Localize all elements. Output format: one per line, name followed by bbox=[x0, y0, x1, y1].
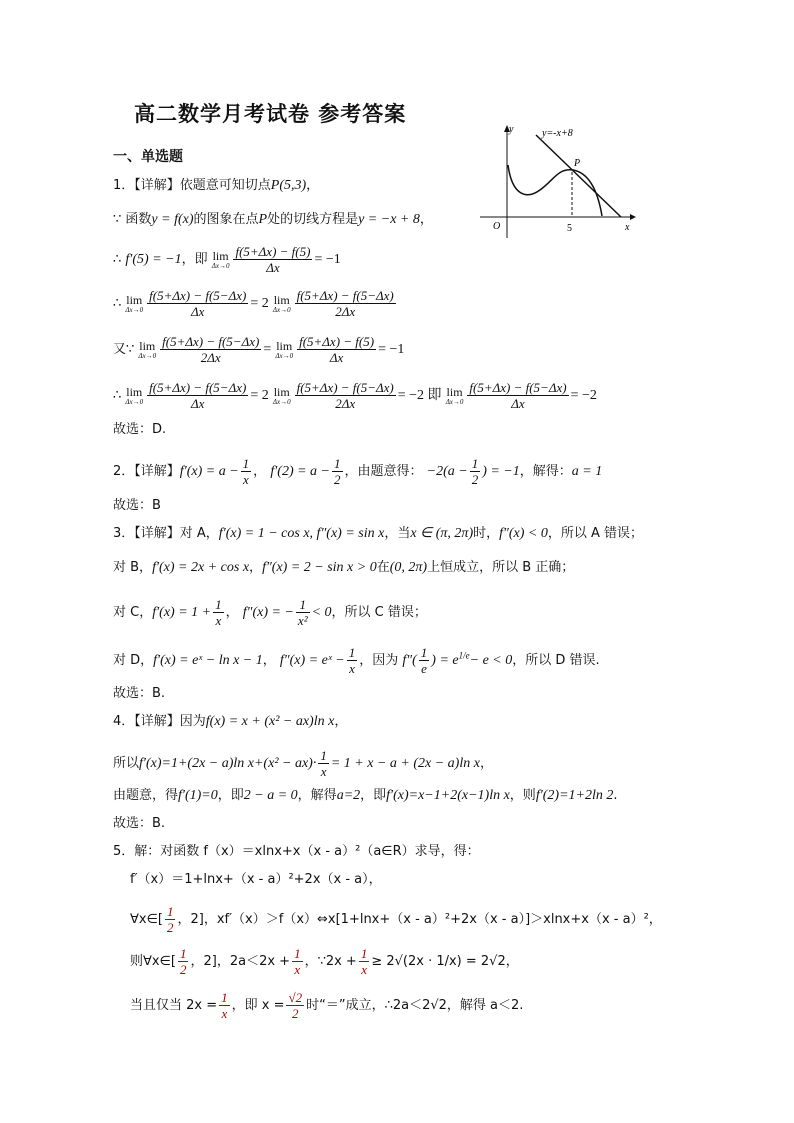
q1-line2: ∵ 函数y = f(x)的图象在点P处的切线方程是y = −x + 8， bbox=[113, 212, 433, 227]
q5-line3: ∀x∈[ $\frac{1}{2}$ ，2]，xf′（x）＞f（x）⇔x[1+lnx+（x - a）²+2x（x - a）]＞xlnx+x（x - a）²， bbox=[130, 904, 662, 935]
function-graph bbox=[478, 120, 638, 240]
q5-line1: 5．解：对函数 f（x）＝xlnx+x（x - a）²（a∈R）求导，得： bbox=[113, 844, 480, 859]
y-axis-label: y bbox=[509, 124, 514, 135]
q3-line3: 对 C，f′(x) = 1 + $\frac{1}{x}$ ， f″(x) = − $\frac{1}{\text{x²}}$ < 0，所以 C 错误； bbox=[113, 597, 427, 628]
q4-line1: 4．【详解】因为f(x) = x + (x² − ax)ln x， bbox=[113, 714, 348, 729]
point-p-label: P bbox=[574, 158, 581, 169]
q4-conclusion: 故选：B. bbox=[113, 816, 166, 831]
q5-line5: 当且仅当 2x = $\frac{1}{x}$ ，即 x = $\frac{√2}{2}$ 时“＝”成立，∴2a＜2√2，解得 a＜2. bbox=[130, 990, 524, 1021]
q3-line4: 对 D，f′(x) = eˣ − ln x − 1， f″(x) = eˣ − $\frac{1}{x}$ ，因为 f″( $\frac{1}{e}$ ) = $e^{1/e}- e < 0$，所以 D 错误. bbox=[113, 645, 600, 676]
q1-line5: 又∵ lim Δx→0 $\frac{f(5+\Delta x) - f(5-\Delta x)}{2\Delta x}$ = lim Δx→0 $\frac{f(5+\Delta x) - f(5)}{\Delta x}$ = −1 bbox=[113, 334, 405, 365]
q5-line2: f′（x）＝1+lnx+（x - a）²+2x（x - a）， bbox=[130, 872, 382, 887]
q3-conclusion: 故选：B. bbox=[113, 686, 166, 701]
x-axis-label: x bbox=[625, 222, 630, 233]
tangent-equation-label: y=-x+8 bbox=[542, 128, 573, 139]
q1-conclusion: 故选：D. bbox=[113, 422, 167, 437]
page-title: 高二数学月考试卷 参考答案 bbox=[134, 101, 407, 126]
section-heading: 一、单选题 bbox=[113, 149, 183, 165]
q1-line4: ∴ lim Δx→0 $\frac{f(5+\Delta x) - f(5-\Delta x)}{\Delta x}$ = 2 lim Δx→0 $\frac{f(5+\Delta x) - f(5-\Delta x)}{2\Delta x}$ bbox=[113, 288, 394, 319]
tick-5-label: 5 bbox=[567, 223, 572, 234]
x-axis-arrow-icon bbox=[630, 214, 636, 220]
q1-line1: 1．【详解】依题意可知切点P(5,3)， bbox=[113, 178, 320, 193]
q1-line6: ∴ lim Δx→0 $\frac{f(5+\Delta x) - f(5-\Delta x)}{\Delta x}$ = 2 lim Δx→0 $\frac{f(5+\Delta x) - f(5-\Delta x)}{2\Delta x}$ = −2 即 lim Δx→0 $\frac{f(5+\Delta x) - f(5-\Delta x)}{\Delta x}$ = −2 bbox=[113, 380, 597, 411]
q2-conclusion: 故选：B bbox=[113, 498, 161, 513]
q3-line2: 对 B，f′(x) = 2x + cos x，f″(x) = 2 − sin x > 0在(0, 2π)上恒成立，所以 B 正确； bbox=[113, 560, 575, 575]
q4-line2: 所以f′(x)=1+(2x − a)ln x+(x² − ax)· $\frac{1}{x}$ = 1 + x − a + (2x − a)ln x， bbox=[113, 748, 493, 779]
q4-line3: 由题意，得f′(1)=0，即2 − a = 0，解得a=2，即f′(x)=x−1+2(x−1)ln x，则f′(2)=1+2ln 2. bbox=[113, 788, 618, 803]
q5-line4: 则∀x∈[ $\frac{1}{2}$ ，2]，2a＜2x + $\frac{1}{x}$ ，∵2x + $\frac{1}{x}$ ≥ 2√(2x · 1/x) = 2√2， bbox=[130, 946, 519, 977]
function-curve bbox=[508, 165, 602, 216]
tangent-line bbox=[536, 135, 621, 217]
q2-line1: 2．【详解】f′(x) = a − $\frac{1}{x}$ ， f′(2) = a − $\frac{1}{2}$ ，由题意得： −2(a − $\frac{1}{2}$ ) = −1，解得：a = 1 bbox=[113, 456, 603, 487]
q1-line3: ∴ f′(5) = −1，即 lim Δx→0 $\frac{f(5+\Delta x) - f(5)}{\Delta x}$ = −1 bbox=[113, 244, 341, 275]
origin-label: O bbox=[493, 221, 501, 232]
q3-line1: 3．【详解】对 A，f′(x) = 1 − cos x, f″(x) = sin x，当x ∈ (π, 2π)时，f″(x) < 0，所以 A 错误； bbox=[113, 526, 644, 541]
